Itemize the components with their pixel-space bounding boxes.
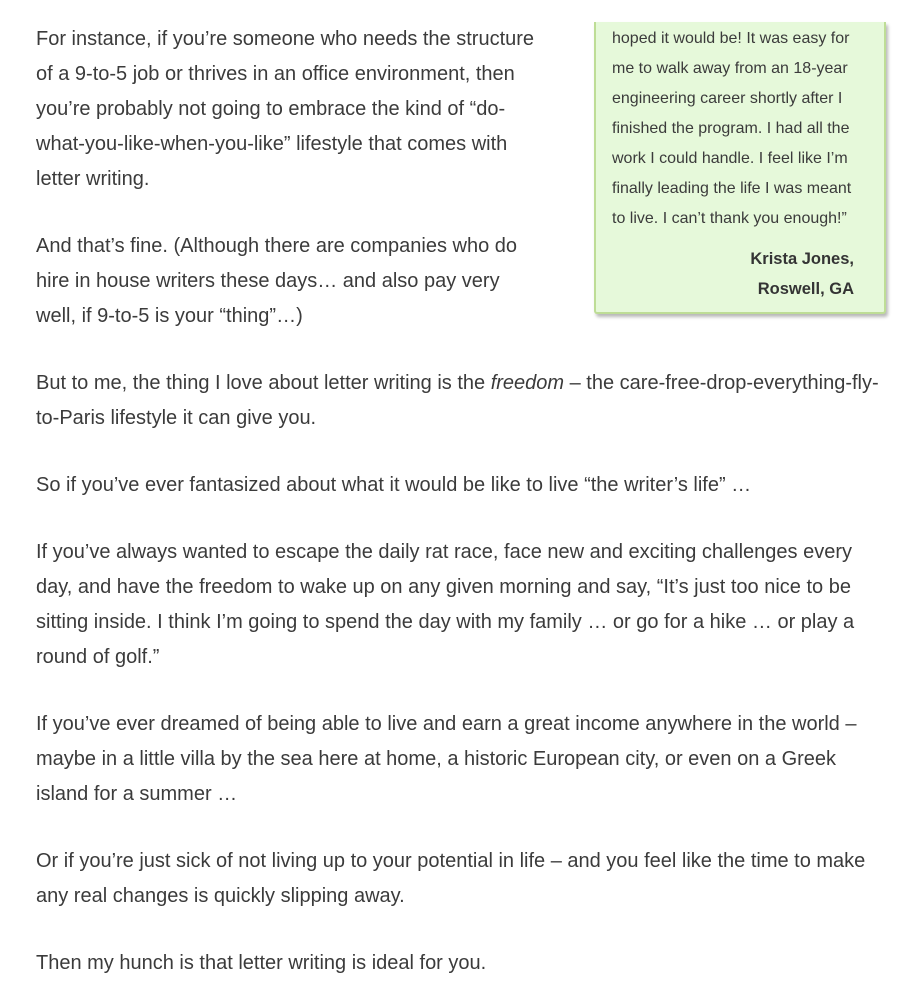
paragraph-dreamed-income: If you’ve ever dreamed of being able to live and earn a great income anywhere in the world – maybe in a little villa by the sea here at home, a historic European city, or even on a Greek island for a summer … — [36, 713, 857, 805]
paragraph-freedom-emphasis: freedom — [490, 372, 565, 394]
testimonial-box — [594, 22, 886, 314]
paragraph-thats-fine: And that’s fine. (Although there are companies who do hire in house writers these days… and also pay very well, if 9-to-5 is your “thing”…) — [36, 235, 518, 327]
paragraph-office-structure: For instance, if you’re someone who needs the structure of a 9-to-5 job or thrives in an office environment, then you’re probably not going to embrace the kind of “do-what-you-like-when-you-like” lifestyle that comes with letter writing. — [36, 28, 535, 190]
testimonial-attribution — [612, 244, 864, 304]
paragraph-freedom-tail: – the care-free-drop-everything-fly-to-Paris lifestyle it can give you. — [36, 372, 879, 429]
article-content — [0, 22, 924, 981]
testimonial-attribution-name: Krista Jones, — [750, 250, 854, 268]
paragraph-hunch: Then my hunch is that letter writing is ideal for you. — [36, 952, 487, 974]
testimonial-attribution-location: Roswell, GA — [757, 280, 854, 298]
paragraph-freedom — [36, 366, 886, 436]
paragraph-fantasized: So if you’ve ever fantasized about what it would be like to live “the writer’s life” … — [36, 474, 752, 496]
paragraph-potential: Or if you’re just sick of not living up to your potential in life – and you feel like the time to make any real changes is quickly slipping away. — [36, 850, 866, 907]
paragraph-freedom-lead: But to me, the thing I love about letter writing is the — [36, 372, 491, 394]
paragraph-rat-race: If you’ve always wanted to escape the daily rat race, face new and exciting challenges every day, and have the freedom to wake up on any given morning and say, “It’s just too nice to be sitting inside. I think I’m going to spend the day with my family … or go for a hike … or play a round of golf.” — [36, 541, 855, 668]
testimonial-quote: hoped it would be! It was easy for me to walk away from an 18-year engineering career shortly after I finished the program. I had all the work I could handle. I feel like I’m finally leading the life I was meant to live. I can’t thank you enough!” — [612, 30, 852, 227]
